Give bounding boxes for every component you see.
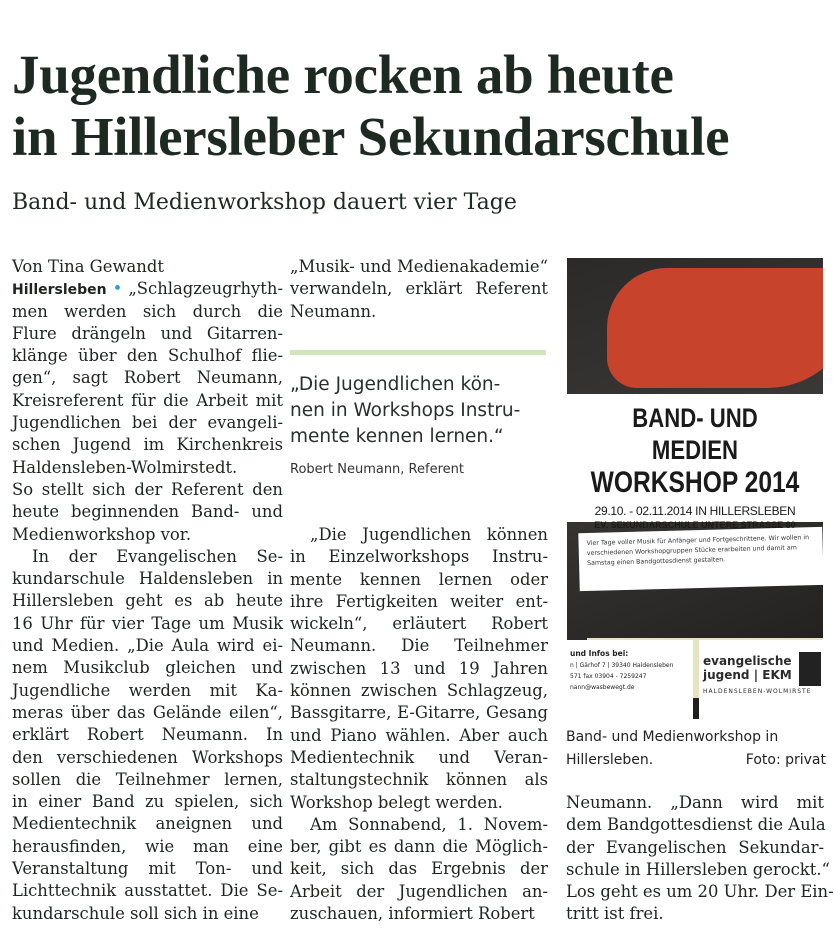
article-line: kundarschule soll sich in eine [12,903,259,923]
article-line: Jugendlichen bei der evangeli- [12,413,283,433]
article-line: Workshop belegt werden. [290,792,503,812]
poster-title-box [567,394,823,530]
article-line: „Die Jugendlichen können [310,525,548,544]
article-line: Hillersleben geht es ab heute [12,591,283,611]
article-line: sollen die Teilnehmer lernen, [12,769,283,789]
bullet-icon: • [106,279,129,299]
article-column-3 [566,792,834,926]
poster-org-logo [699,640,823,719]
contact-line: 571 fax 03904 - 7259247 [570,673,647,680]
article-line: wickeln“, erläutert Robert [290,614,548,634]
poster-photo [567,258,823,719]
article-column-2 [290,524,548,925]
article-line: schule in Hillersleben gerockt.“ [566,859,830,879]
article-line: ber, gibt es dann die Möglich- [290,837,548,857]
poster-contact [567,640,693,719]
article-line: schen Jugend im Kirchenkreis [12,435,283,455]
article-line: und Medien. „Die Aula wird ei- [12,636,283,656]
org-name: jugend | EKM [703,668,792,682]
article-line: So stellt sich der Referent den [12,479,283,499]
article-line: Flure drängeln und Gitarren- [12,323,283,343]
article-line: Medienworkshop vor. [12,524,192,544]
article-line: der Evangelischen Sekundar- [566,837,824,857]
article-line: und Piano wählen. Aber auch [290,725,548,745]
article-line: Medientechnik aneignen und [12,814,283,834]
article-line: Neumann. „Dann wird mit [566,793,824,812]
poster-info: Vier Tage voller Musik für Anfänger und Fortgeschrittene. Wir wollen in verschiedenen Workshopgruppen Stücke erarbeiten und damit am Samstag einen Bandgottesdienst gestalten. [578,527,823,591]
article-line: Arbeit der Jugendlichen an- [290,881,548,901]
poster-title: BAND- UND MEDIEN [632,403,758,465]
contact-line: nann@wasbewegt.de [570,684,635,691]
article-line: Neumann. Die Teilnehmer [290,636,548,656]
article-text: „Schlagzeugrhyth- [128,279,283,299]
org-region: HALDENSLEBEN-WOLMIRSTE [703,688,812,695]
poster-title: WORKSHOP 2014 [590,466,800,499]
article-line: Lichttechnik ausstattet. Die Se- [12,881,283,901]
article-line: Neumann. [290,301,377,321]
photo-caption [566,726,826,772]
article-line: zuschauen, informiert Robert [290,904,535,924]
pullquote-attribution: Robert Neumann, Referent [290,462,464,477]
org-name: evangelische [703,654,792,668]
guitar-graphic [607,268,823,388]
caption-text: Band- und Medienworkshop in [566,729,779,745]
article-line: „Musik- und Medienakademie“ [290,257,548,276]
byline: Von Tina Gewandt [12,257,164,276]
pullquote-line: mente kennen lernen.“ [290,426,504,447]
article-line: ihre Fertigkeiten weiter ent- [290,591,548,611]
article-line: nem Musikclub gleichen und [12,658,283,678]
caption-text: Hillersleben. [566,752,654,768]
article-line: tritt ist frei. [566,904,664,924]
subheadline: Band- und Medienworkshop dauert vier Tage [12,190,517,215]
article-line: klänge über den Schulhof flie- [12,346,283,366]
ekm-logo-icon [799,652,821,686]
article-line: Kreisreferent für die Arbeit mit [12,390,283,410]
article-line: Am Sonnabend, 1. Novem- [310,814,548,834]
article-line: Medientechnik und Veran- [290,747,548,767]
article-line: verwandeln, erklärt Referent [290,279,548,299]
article-line: gen“, sagt Robert Neumann, [12,368,283,388]
article-line: zwischen 13 und 19 Jahren [290,658,548,678]
article-line: den verschiedenen Workshops [12,747,283,767]
article-line: Jugendliche werden mit Ka- [12,680,283,700]
article-line: keit, sich das Ergebnis der [290,859,548,879]
article-line: 16 Uhr für vier Tage um Musik [12,613,283,633]
poster-date-text: 29.10. - 02.11.2014 IN HILLERSLEBEN [594,504,796,518]
article-line: Los geht es um 20 Uhr. Der Ein- [566,882,834,902]
headline-line: Jugendliche rocken ab heute [12,44,674,105]
pullquote [290,372,550,450]
article-line: in Einzelworkshops Instru- [290,547,548,567]
article-column-1 [12,256,283,925]
article-line: erklärt Robert Neumann. In [12,725,283,745]
article-line: In der Evangelischen Se- [32,546,283,566]
article-line: kundarschule Haldensleben in [12,569,283,589]
headline [12,44,827,168]
article-line: können zwischen Schlagzeug, [290,681,548,701]
contact-heading: und Infos bei: [570,649,629,658]
poster-venue: EV. SEKUNDARSCHULE UNTERE STRASSE 80 [594,520,796,530]
article-line: dem Bandgottesdienst die Aula [566,815,826,835]
headline-line: in Hillersleber Sekundarschule [12,106,730,167]
dateline: Hillersleben [12,282,107,299]
article-line [12,278,283,300]
pullquote-bar [290,350,546,355]
article-line: meras über das Gelände eilen“, [12,702,283,722]
article-column-2-top [290,256,548,323]
pullquote-line: nen in Workshops Instru- [290,400,521,421]
photo-credit: Foto: privat [745,752,826,768]
article-line: heute beginnenden Band- und [12,502,283,522]
article-line: Veranstaltung mit Ton- und [12,859,283,879]
article-line: Haldensleben-Wolmirstedt. [12,457,238,477]
article-line: staltungstechnik können als [290,770,548,790]
article-line: herausfinden, wie man eine [12,836,283,856]
article-line: Bassgitarre, E-Gitarre, Gesang [290,703,548,723]
article-line: in einer Band zu spielen, sich [12,792,283,812]
contact-line: n | Gärhof 7 | 39340 Haldensleben [570,662,674,669]
article-line: men werden sich durch die [12,301,283,321]
article-line: mente kennen lernen oder [290,569,548,589]
pullquote-line: „Die Jugendlichen kön- [290,374,501,395]
